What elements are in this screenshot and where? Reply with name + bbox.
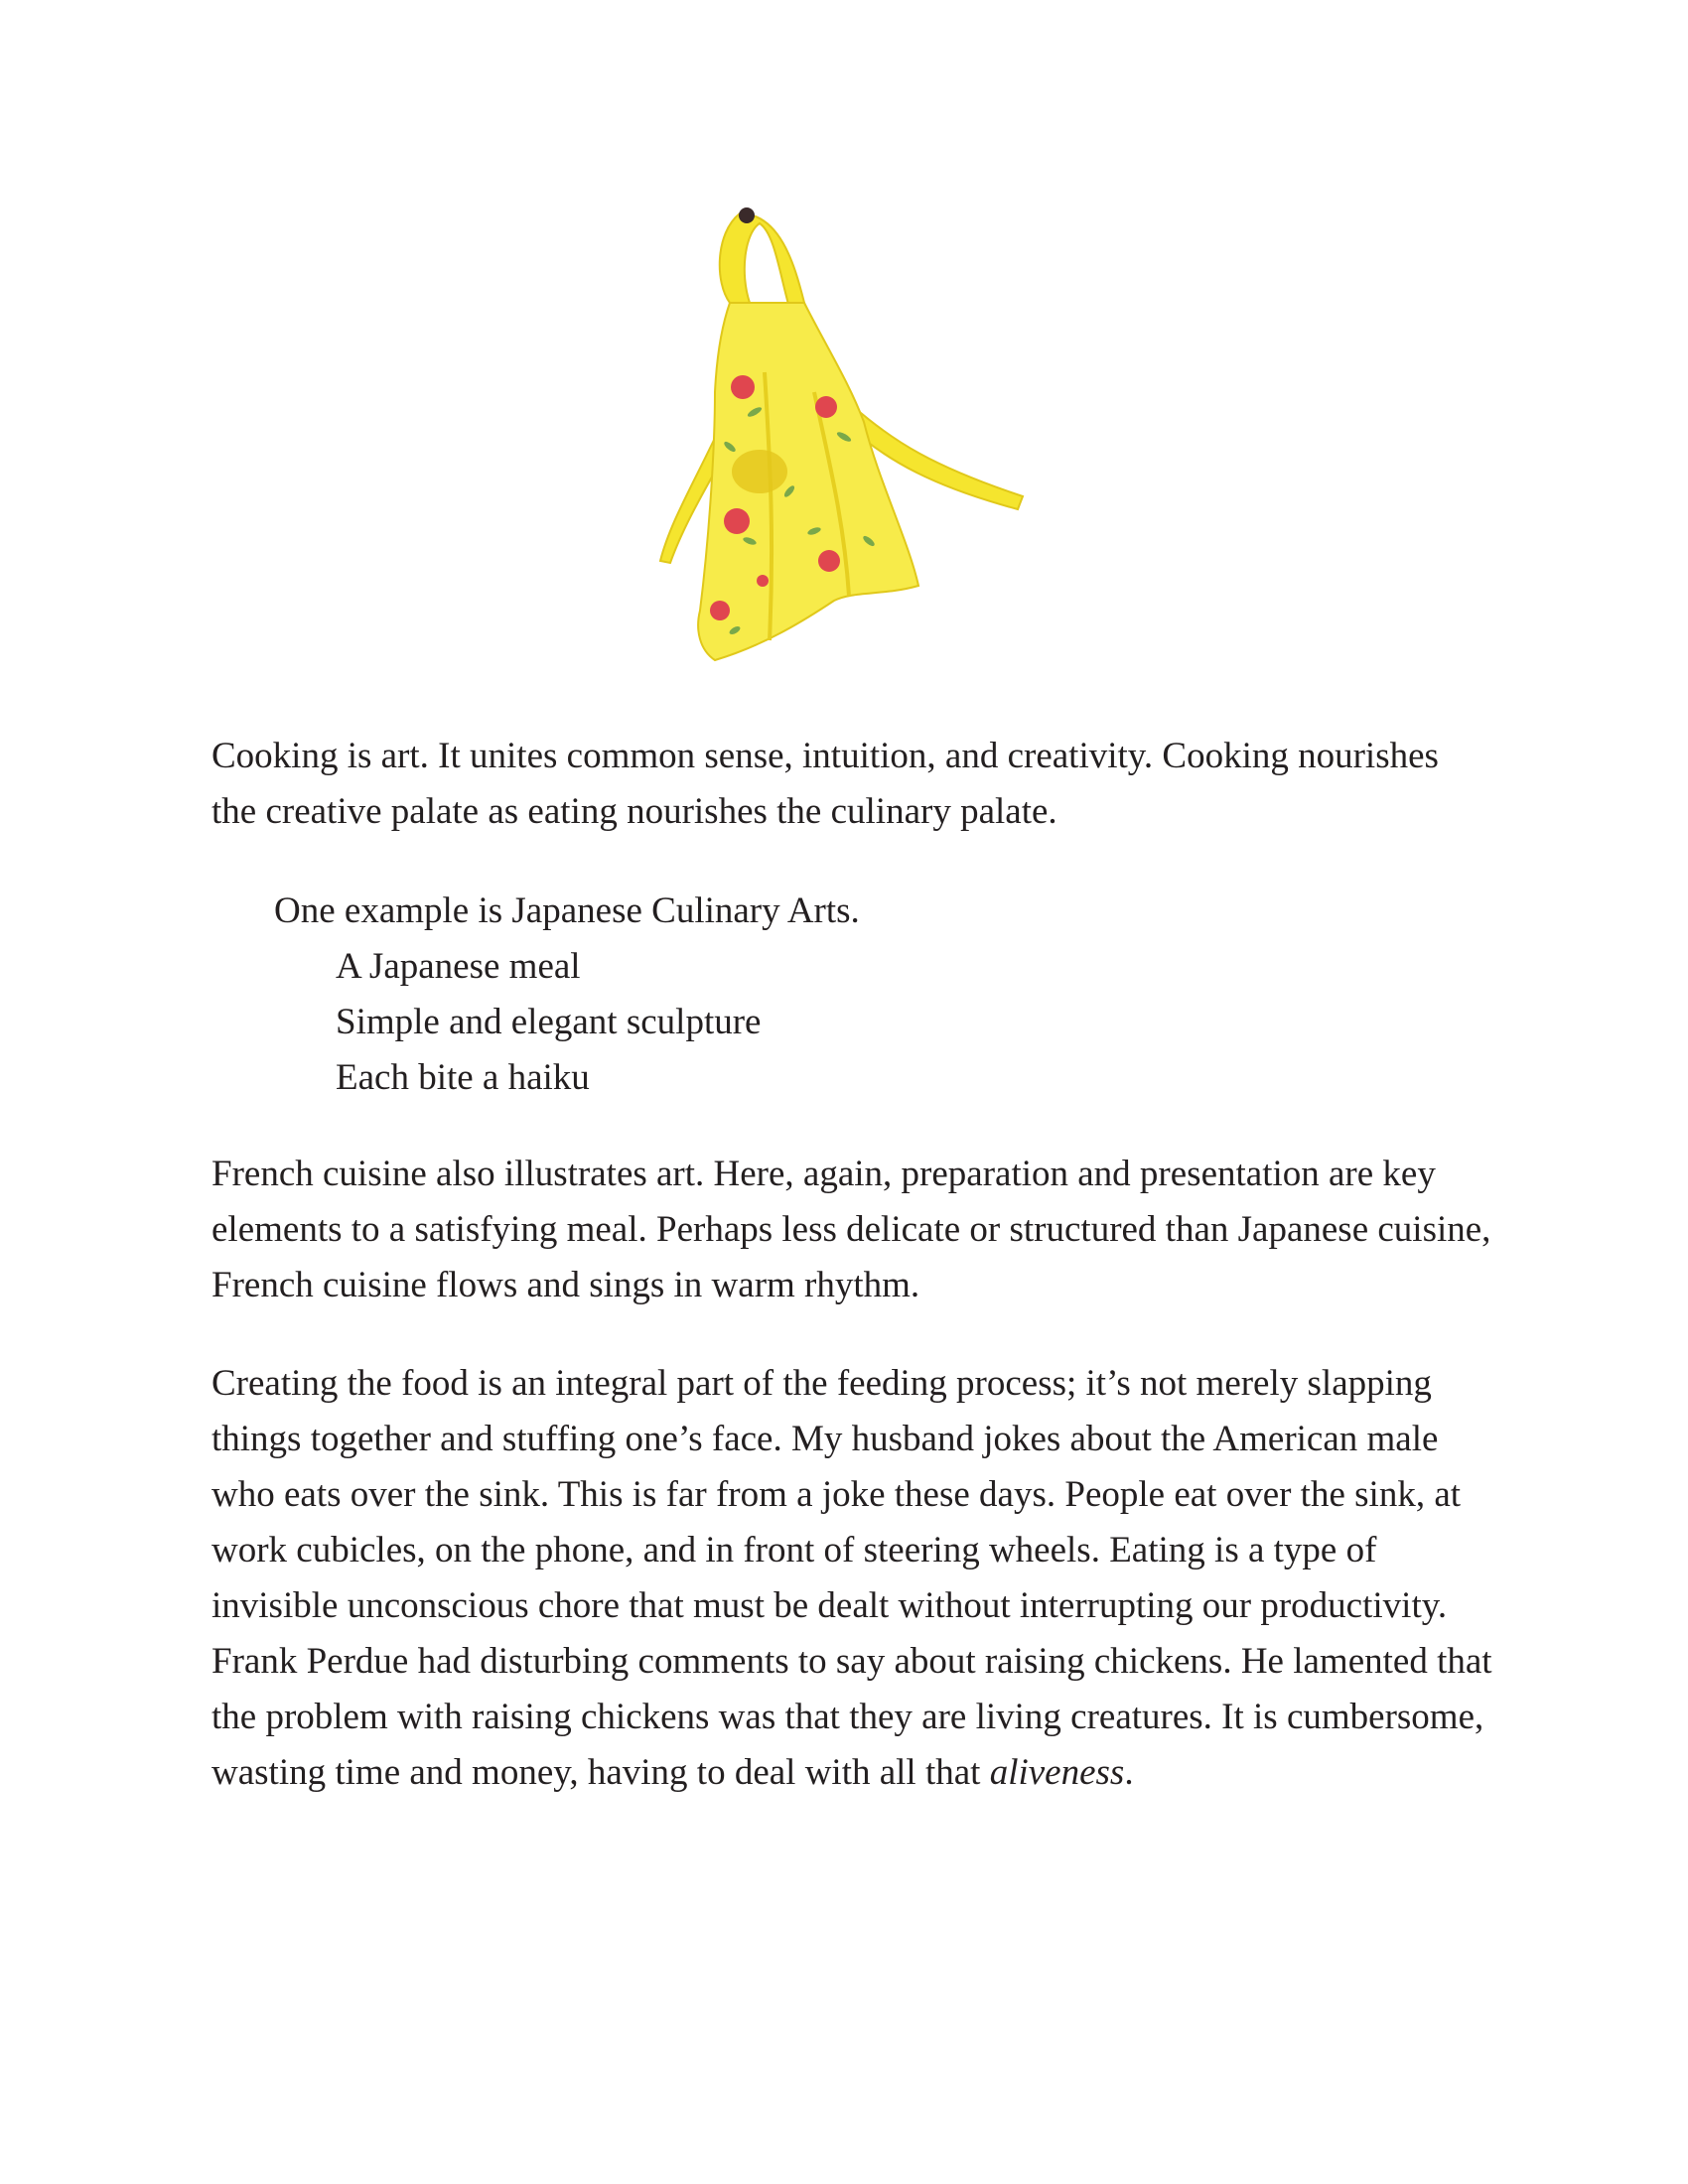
apron-pocket <box>732 450 787 493</box>
paragraph-end: . <box>1124 1752 1134 1793</box>
emphasis-text: aliveness <box>989 1752 1125 1793</box>
paragraph-japanese-intro: One example is Japanese Culinary Arts. <box>274 890 860 931</box>
apron-illustration <box>655 194 1033 670</box>
haiku <box>336 939 761 1106</box>
paragraph-feeding-process <box>211 1356 1492 1801</box>
hook-icon <box>739 207 755 223</box>
paragraph-french-cuisine: French cuisine also illustrates art. Here, again, preparation and presentation are key elements to a satisfying meal. Perhaps less delicate or structured than Japanese cuisine, French cuisine flows and sings in warm rhythm. <box>211 1154 1491 1305</box>
haiku-line: Each bite a haiku <box>336 1057 590 1098</box>
apron-body <box>698 303 918 660</box>
paragraph-cooking-art: Cooking is art. It unites common sense, intuition, and creativity. Cooking nourishes the creative palate as eating nourishes the culinary palate. <box>211 736 1439 832</box>
haiku-line: Simple and elegant sculpture <box>336 1002 762 1042</box>
haiku-line: A Japanese meal <box>336 946 581 987</box>
paragraph-text: Creating the food is an integral part of the feeding process; it’s not merely slapping things together and stuffing one’s face. My husband jokes about the American male who eats over the sink. This is far from a joke these days. People eat over the sink, at work cubicles, on the phone, and in front of steering wheels. Eating is a type of invisible unconscious chore that must be dealt without interrupting our productivity. Frank Perdue had disturbing comments to say about raising chickens. He lamented that the problem with raising chickens was that they are living creatures. It is cumbersome, wasting time and money, having to deal with all that <box>211 1363 1492 1793</box>
apron-neck-strap <box>720 213 804 308</box>
